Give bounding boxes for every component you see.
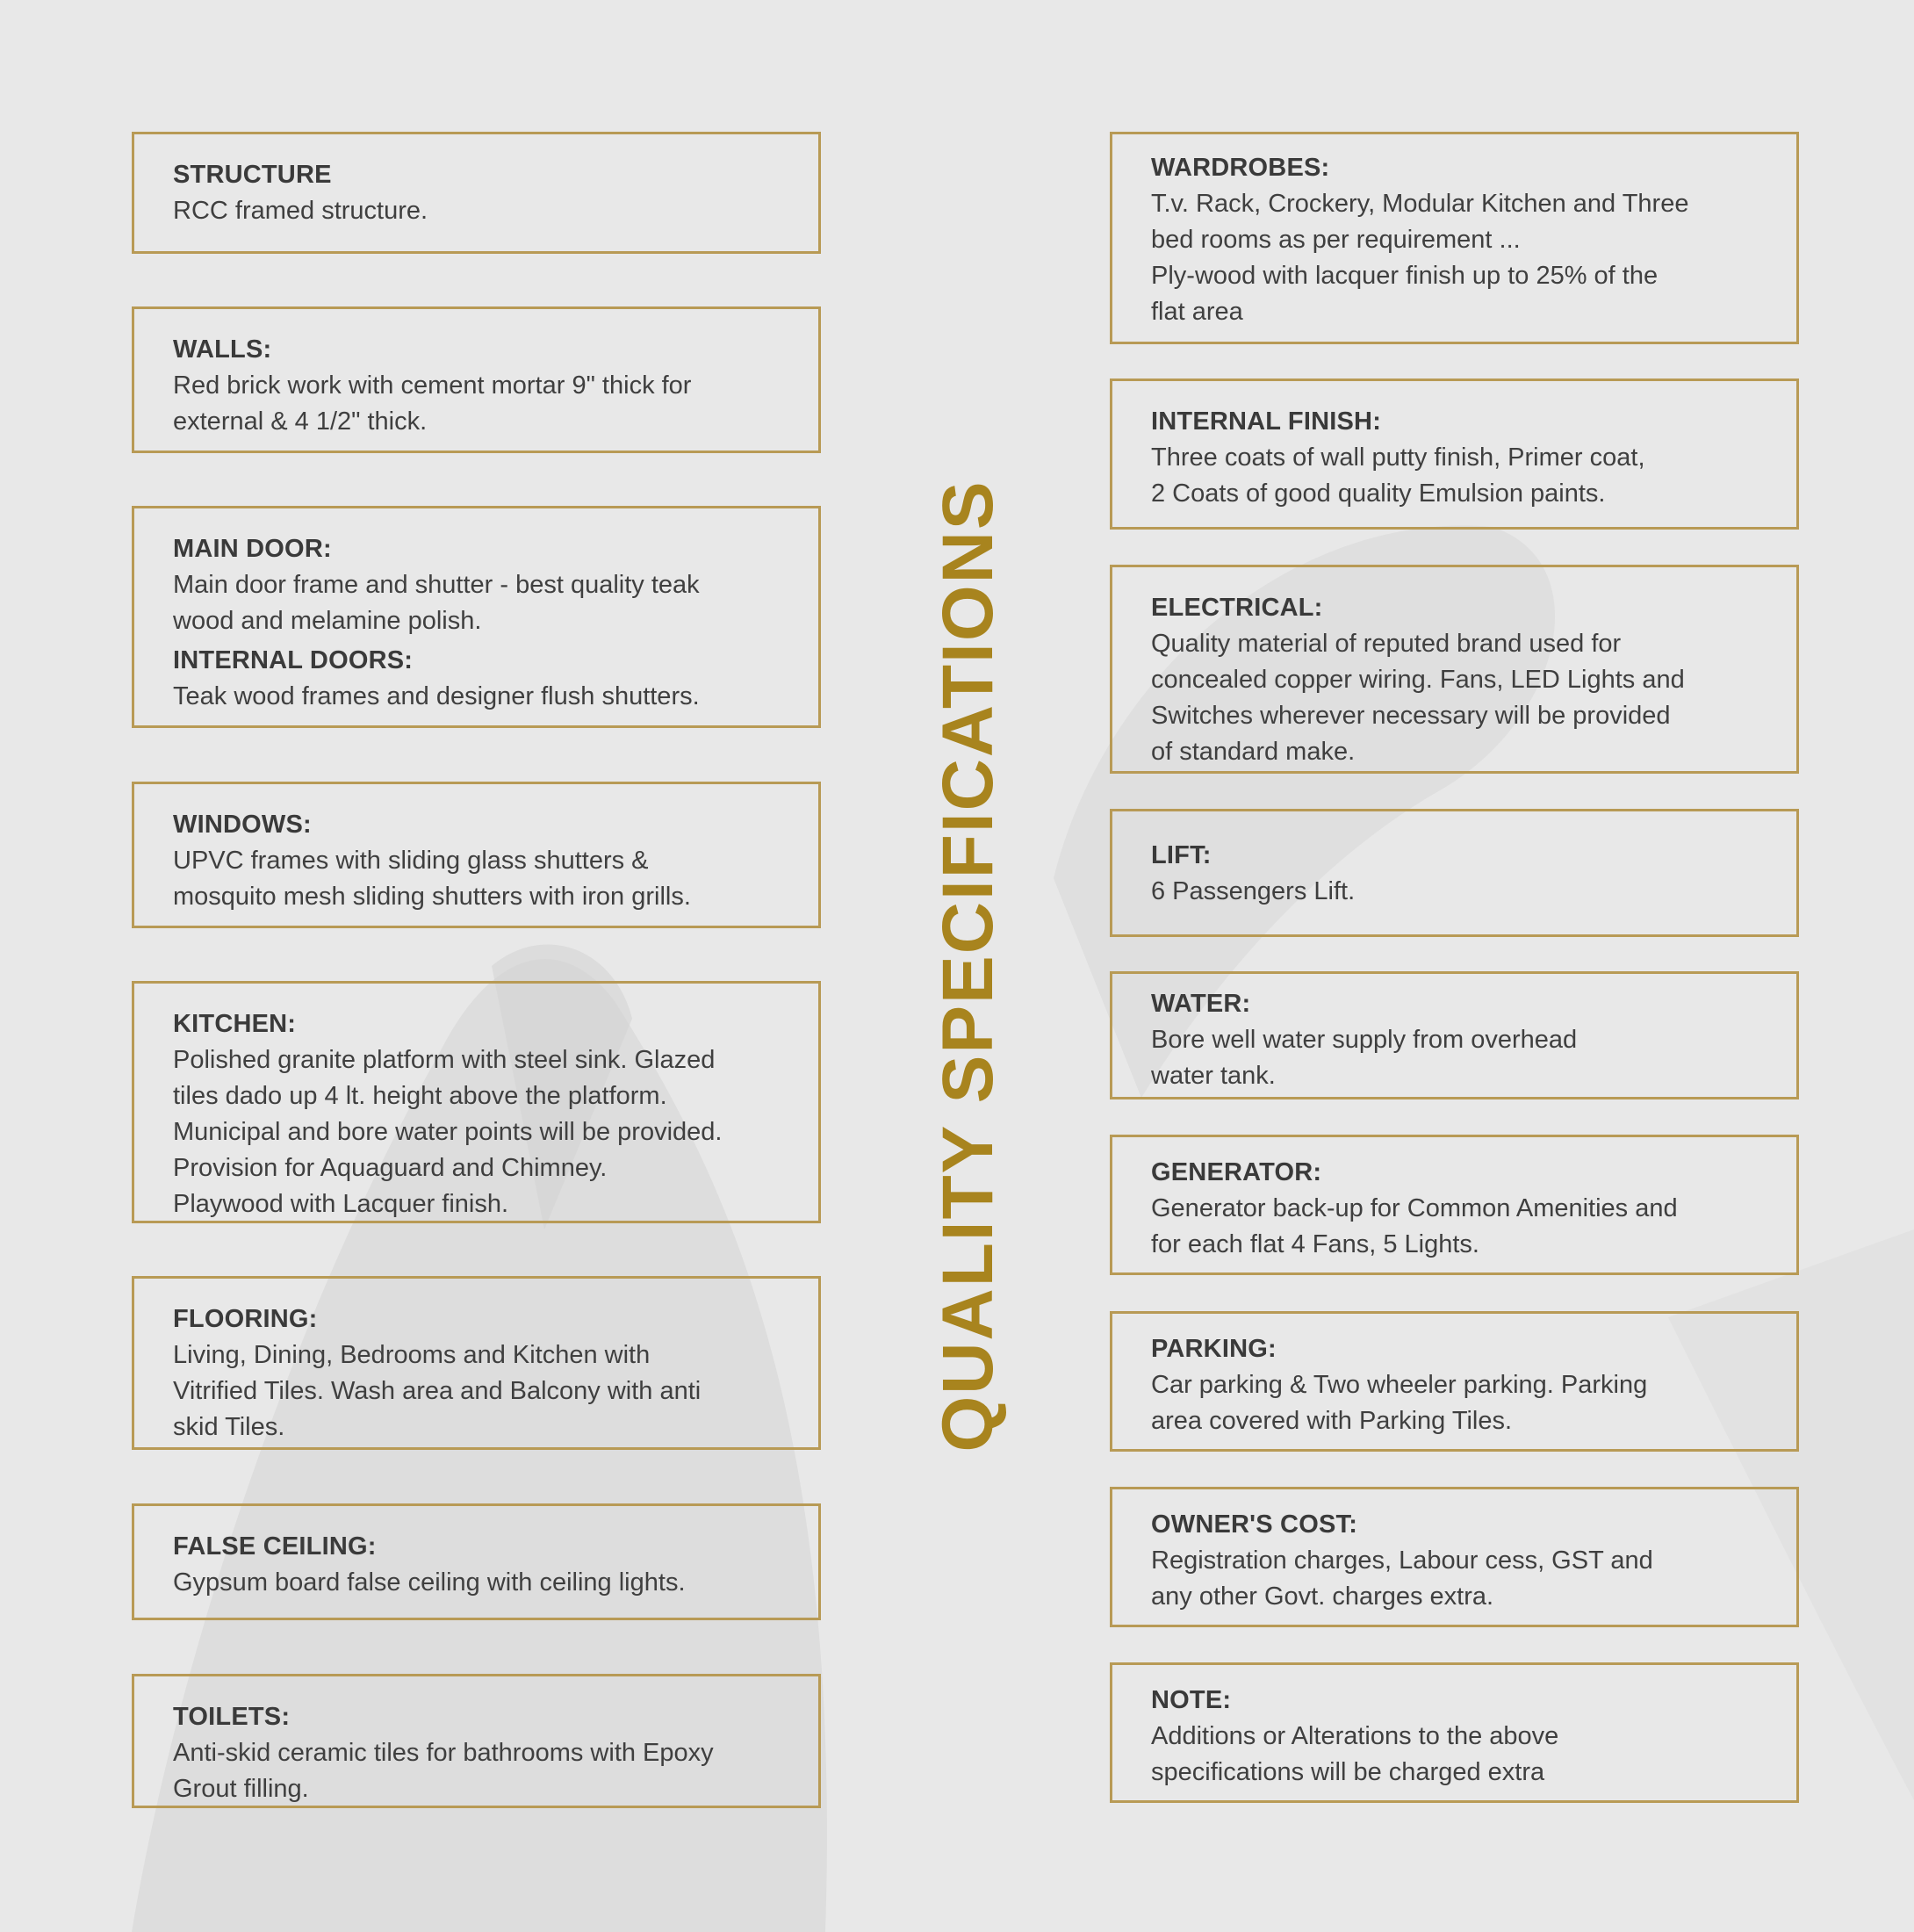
spec-flooring	[132, 1276, 821, 1450]
spec-text: T.v. Rack, Crockery, Modular Kitchen and Three	[1151, 190, 1689, 218]
spec-title: FLOORING:	[173, 1305, 318, 1333]
spec-text: mosquito mesh sliding shutters with iron grills.	[173, 883, 691, 911]
spec-title: STRUCTURE	[173, 161, 332, 189]
spec-text: external & 4 1/2" thick.	[173, 407, 428, 436]
spec-text: for each flat 4 Fans, 5 Lights.	[1151, 1230, 1479, 1258]
spec-text: Living, Dining, Bedrooms and Kitchen with	[173, 1341, 651, 1369]
spec-note	[1110, 1662, 1799, 1803]
spec-windows	[132, 782, 821, 928]
spec-text: bed rooms as per requirement ...	[1151, 226, 1521, 254]
spec-title: GENERATOR:	[1151, 1158, 1322, 1186]
spec-text: flat area	[1151, 298, 1243, 326]
spec-text: Main door frame and shutter - best quality teak	[173, 571, 700, 599]
spec-text: Switches wherever necessary will be provided	[1151, 702, 1671, 730]
spec-text: area covered with Parking Tiles.	[1151, 1407, 1513, 1435]
spec-text: Generator back-up for Common Amenities and	[1151, 1194, 1678, 1222]
spec-title: OWNER'S COST:	[1151, 1510, 1358, 1539]
spec-parking	[1110, 1311, 1799, 1452]
spec-text: Playwood with Lacquer finish.	[173, 1190, 509, 1218]
spec-structure	[132, 132, 821, 254]
spec-text: wood and melamine polish.	[173, 607, 482, 635]
spec-text: Registration charges, Labour cess, GST and	[1151, 1546, 1653, 1575]
spec-text: Municipal and bore water points will be provided.	[173, 1118, 723, 1146]
spec-kitchen	[132, 981, 821, 1223]
spec-owners-cost	[1110, 1487, 1799, 1627]
spec-text: Gypsum board false ceiling with ceiling lights.	[173, 1568, 686, 1597]
spec-title: TOILETS:	[173, 1703, 291, 1731]
spec-text: Additions or Alterations to the above	[1151, 1722, 1559, 1750]
spec-title: KITCHEN:	[173, 1010, 297, 1038]
spec-text: Provision for Aquaguard and Chimney.	[173, 1154, 608, 1182]
spec-text: Quality material of reputed brand used for	[1151, 630, 1622, 658]
spec-walls	[132, 306, 821, 453]
spec-text: 2 Coats of good quality Emulsion paints.	[1151, 479, 1606, 508]
spec-text: RCC framed structure.	[173, 197, 428, 225]
spec-title: LIFT:	[1151, 841, 1212, 869]
spec-title: WARDROBES:	[1151, 154, 1330, 182]
spec-title: PARKING:	[1151, 1335, 1277, 1363]
spec-text: Red brick work with cement mortar 9" thick for	[173, 371, 692, 400]
spec-title: WINDOWS:	[173, 811, 312, 839]
spec-title: NOTE:	[1151, 1686, 1232, 1714]
spec-doors	[132, 506, 821, 728]
spec-generator	[1110, 1135, 1799, 1275]
spec-text: Ply-wood with lacquer finish up to 25% of the	[1151, 262, 1659, 290]
spec-text: 6 Passengers Lift.	[1151, 877, 1356, 905]
spec-text: Vitrified Tiles. Wash area and Balcony with anti	[173, 1377, 702, 1405]
spec-electrical	[1110, 565, 1799, 774]
spec-internal-finish	[1110, 378, 1799, 530]
spec-text: water tank.	[1151, 1062, 1276, 1090]
spec-title: WALLS:	[173, 335, 272, 364]
spec-text: Teak wood frames and designer flush shutters.	[173, 682, 700, 710]
spec-text: concealed copper wiring. Fans, LED Lights and	[1151, 666, 1685, 694]
spec-text: Anti-skid ceramic tiles for bathrooms with Epoxy	[173, 1739, 714, 1767]
spec-title: WATER:	[1151, 990, 1251, 1018]
spec-title: INTERNAL FINISH:	[1151, 407, 1382, 436]
spec-text: any other Govt. charges extra.	[1151, 1582, 1494, 1611]
spec-text: Three coats of wall putty finish, Primer coat,	[1151, 443, 1645, 472]
spec-wardrobes	[1110, 132, 1799, 344]
spec-title: ELECTRICAL:	[1151, 594, 1323, 622]
page-title: QUALITY SPECIFICATIONS	[928, 479, 1008, 1453]
spec-text: tiles dado up 4 lt. height above the platform.	[173, 1082, 667, 1110]
spec-toilets	[132, 1674, 821, 1808]
spec-title: MAIN DOOR:	[173, 535, 332, 563]
spec-false-ceiling	[132, 1503, 821, 1620]
spec-text: Bore well water supply from overhead	[1151, 1026, 1578, 1054]
spec-text: UPVC frames with sliding glass shutters &	[173, 847, 649, 875]
spec-text: skid Tiles.	[173, 1413, 285, 1441]
spec-text: specifications will be charged extra	[1151, 1758, 1545, 1786]
spec-lift	[1110, 809, 1799, 937]
spec-text: Grout filling.	[173, 1775, 309, 1803]
spec-water	[1110, 971, 1799, 1099]
spec-text: Car parking & Two wheeler parking. Parking	[1151, 1371, 1648, 1399]
spec-text: of standard make.	[1151, 738, 1356, 766]
spec-title: FALSE CEILING:	[173, 1532, 377, 1561]
spec-text: Polished granite platform with steel sink. Glazed	[173, 1046, 716, 1074]
spec-subtitle: INTERNAL DOORS:	[173, 646, 414, 674]
